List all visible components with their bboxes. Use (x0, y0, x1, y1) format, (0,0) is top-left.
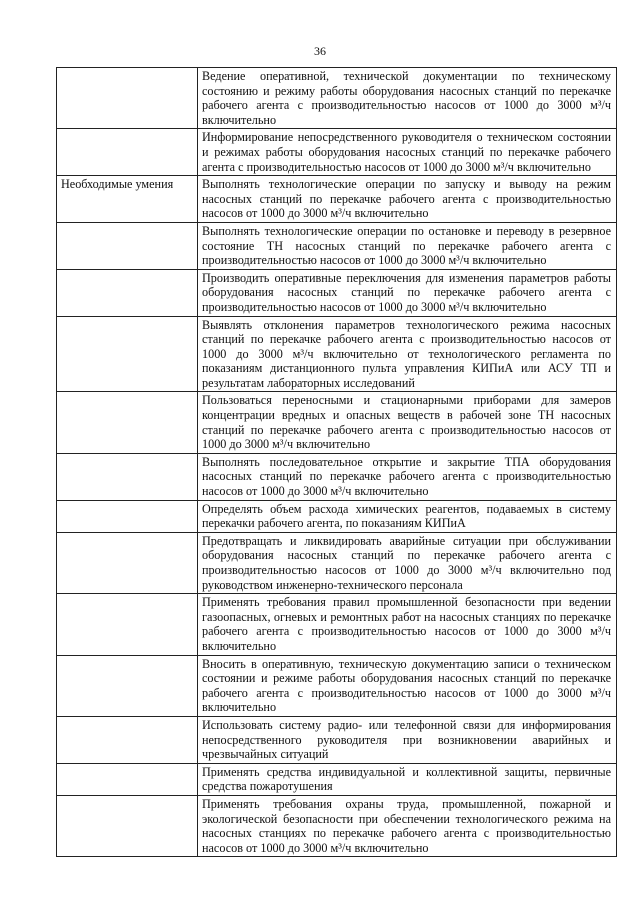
row-label (57, 500, 198, 532)
table-row (57, 763, 617, 795)
row-text: Определять объем расхода химических реагентов, подаваемых в систему перекачки рабочего агента, по показаниям КИПиА (198, 500, 617, 532)
row-text: Предотвращать и ликвидировать аварийные ситуации при обслуживании оборудования насосных станций по перекачке рабочего агента с производительностью насосов от 1000 до 3000 м³/ч включительно под руководством инженерно-технического персонала (198, 532, 617, 593)
row-label (57, 222, 198, 269)
row-label (57, 655, 198, 716)
row-text: Выполнять последовательное открытие и закрытие ТПА оборудования насосных станций по перекачке рабочего агента с производительностью насосов от 1000 до 3000 м³/ч включительно (198, 453, 617, 500)
row-label (57, 795, 198, 856)
row-text: Пользоваться переносными и стационарными приборами для замеров концентрации вредных и опасных веществ в рабочей зоне ТН насосных станций по перекачке рабочего агента с производительностью насосов от 1000 до 3000 м³/ч включительно (198, 392, 617, 453)
section-label-required-skills: Необходимые умения (57, 176, 198, 223)
row-text: Применять требования охраны труда, промышленной, пожарной и экологической безопасности при обеспечении технологического режима на насосных станциях по перекачке рабочего агента с производительностью насосов от 1000 до 3000 м³/ч включительно (198, 795, 617, 856)
row-label (57, 594, 198, 655)
table-row (57, 392, 617, 453)
row-label (57, 532, 198, 593)
row-text: Производить оперативные переключения для изменения параметров работы оборудования насосных станций по перекачке рабочего агента с производительностью насосов от 1000 до 3000 м³/ч включительно (198, 269, 617, 316)
row-label (57, 453, 198, 500)
table-row (57, 316, 617, 392)
row-text: Вносить в оперативную, техническую документацию записи о техническом состоянии и режиме работы оборудования насосных станций по перекачке рабочего агента с производительностью насосов от 1000 до 3000 м³/ч включительно (198, 655, 617, 716)
row-label (57, 129, 198, 176)
table-row (57, 795, 617, 856)
table-row (57, 176, 617, 223)
row-text: Ведение оперативной, технической документации по техническому состоянию и режиму работы оборудования насосных станций по перекачке рабочего агента с производительностью насосов от 1000 до 3000 м³/ч включительно (198, 68, 617, 129)
row-label (57, 68, 198, 129)
row-text: Использовать систему радио- или телефонной связи для информирования непосредственного руководителя при возникновении аварийных и чрезвычайных ситуаций (198, 716, 617, 763)
row-text: Выполнять технологические операции по остановке и переводу в резервное состояние ТН насосных станций по перекачке рабочего агента с производительностью насосов от 1000 до 3000 м³/ч включительно (198, 222, 617, 269)
table-row (57, 222, 617, 269)
row-text: Информирование непосредственного руководителя о техническом состоянии и режимах работы оборудования насосных станций по перекачке рабочего агента с производительностью насосов от 1000 до 3000 м³/ч включительно (198, 129, 617, 176)
table-row (57, 655, 617, 716)
row-label (57, 392, 198, 453)
table-row (57, 269, 617, 316)
row-label (57, 316, 198, 392)
row-text: Выявлять отклонения параметров технологического режима насосных станций по перекачке рабочего агента с производительностью насосов от 1000 до 3000 м³/ч включительно от технологического регламента по показаниям дистанционного пульта управления КИПиА или АСУ ТП и результатам лабораторных исследований (198, 316, 617, 392)
row-text: Применять требования правил промышленной безопасности при ведении газоопасных, огневых и ремонтных работ на насосных станциях по перекачке рабочего агента с производительностью насосов от 1000 до 3000 м³/ч включительно (198, 594, 617, 655)
table-row (57, 68, 617, 129)
table-row (57, 129, 617, 176)
row-label (57, 269, 198, 316)
skills-table (56, 67, 617, 857)
table-row (57, 594, 617, 655)
table-row (57, 500, 617, 532)
table-row (57, 453, 617, 500)
row-text: Применять средства индивидуальной и коллективной защиты, первичные средства пожаротушения (198, 763, 617, 795)
row-text: Выполнять технологические операции по запуску и выводу на режим насосных станций по перекачке рабочего агента с производительностью насосов от 1000 до 3000 м³/ч включительно (198, 176, 617, 223)
table-row (57, 716, 617, 763)
table-row (57, 532, 617, 593)
page-number: 36 (314, 44, 326, 58)
row-label (57, 716, 198, 763)
row-label (57, 763, 198, 795)
